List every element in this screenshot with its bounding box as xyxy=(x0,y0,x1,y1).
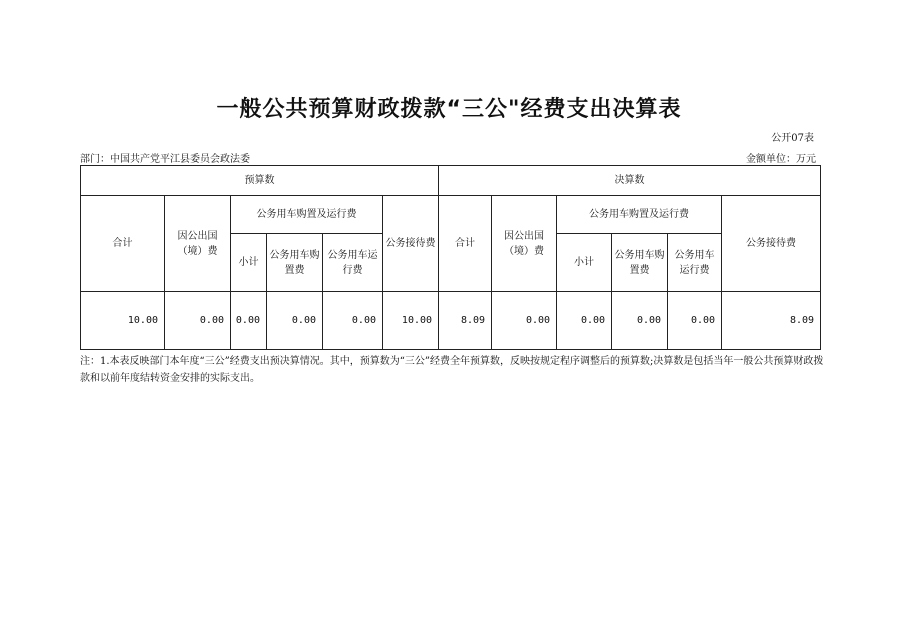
final-subtotal-cell: 0.00 xyxy=(557,292,612,350)
budget-abroad-cell: 0.00 xyxy=(165,292,231,350)
final-total-cell: 8.09 xyxy=(439,292,492,350)
final-reception-cell: 8.09 xyxy=(722,292,821,350)
budget-operation-header: 公务用车运行费 xyxy=(323,234,383,292)
final-abroad-header: 因公出国（境）费 xyxy=(492,196,557,292)
budget-vehicle-group-header: 公务用车购置及运行费 xyxy=(231,196,383,234)
page-title: 一般公共预算财政拨款“三公"经费支出决算表 xyxy=(216,97,682,122)
budget-purchase-header: 公务用车购置费 xyxy=(267,234,323,292)
final-operation-cell: 0.00 xyxy=(668,292,722,350)
department-label: 部门：中国共产党平江县委员会政法委 xyxy=(80,154,250,165)
budget-purchase-cell: 0.00 xyxy=(267,292,323,350)
final-total-header: 合计 xyxy=(439,196,492,292)
expense-table xyxy=(80,165,821,350)
budget-operation-cell: 0.00 xyxy=(323,292,383,350)
form-number: 公开07表 xyxy=(771,133,814,144)
final-purchase-cell: 0.00 xyxy=(612,292,668,350)
budget-reception-cell: 10.00 xyxy=(383,292,439,350)
final-vehicle-group-header: 公务用车购置及运行费 xyxy=(557,196,722,234)
amount-unit-label: 金额单位：万元 xyxy=(746,154,816,165)
table-row xyxy=(81,292,821,350)
final-abroad-cell: 0.00 xyxy=(492,292,557,350)
budget-total-cell: 10.00 xyxy=(81,292,165,350)
budget-total-header: 合计 xyxy=(81,196,165,292)
final-purchase-header: 公务用车购置费 xyxy=(612,234,668,292)
budget-header: 预算数 xyxy=(81,166,439,196)
table-header-row-1 xyxy=(81,166,821,196)
table-header-row-2 xyxy=(81,196,821,234)
footnote: 注：1.本表反映部门本年度“三公”经费支出预决算情况。其中，预算数为“三公”经费全年预算数，反映按规定程序调整后的预算数;决算数是包括当年一般公共预算财政拨款和以前年度结转资金安排的实际支出。 xyxy=(80,356,824,384)
final-reception-header: 公务接待费 xyxy=(722,196,821,292)
final-header: 决算数 xyxy=(439,166,821,196)
final-subtotal-header: 小计 xyxy=(557,234,612,292)
budget-subtotal-cell: 0.00 xyxy=(231,292,267,350)
final-operation-header: 公务用车运行费 xyxy=(668,234,722,292)
budget-reception-header: 公务接待费 xyxy=(383,196,439,292)
budget-abroad-header: 因公出国（境）费 xyxy=(165,196,231,292)
budget-subtotal-header: 小计 xyxy=(231,234,267,292)
